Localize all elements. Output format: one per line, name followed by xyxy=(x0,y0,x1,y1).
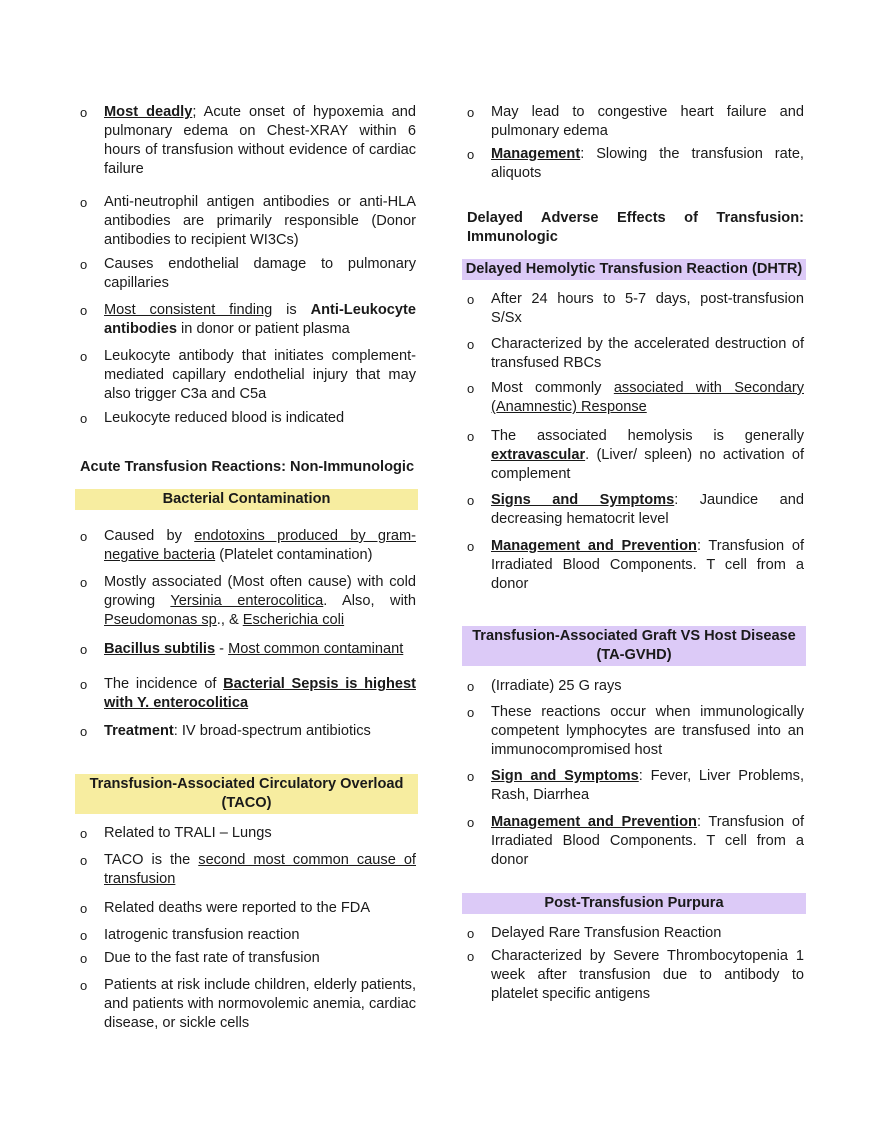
list-item xyxy=(80,301,416,339)
text: in donor or patient plasma xyxy=(176,321,350,337)
emphasized-text: Management xyxy=(491,146,581,162)
text: : xyxy=(281,459,291,475)
list-item xyxy=(80,409,416,428)
list-item xyxy=(80,347,416,404)
list-item xyxy=(80,824,416,843)
list-item xyxy=(467,677,804,696)
emphasized-text: extravascular xyxy=(491,447,586,463)
emphasized-text: Bacterial Sepsis is highest with Y. enterocolitica xyxy=(104,676,416,711)
emphasized-text: Most common contaminant xyxy=(228,641,404,657)
emphasized-text: second most common cause of transfusion xyxy=(104,852,416,887)
emphasized-text: Sign and Symptoms xyxy=(491,768,639,784)
list-item xyxy=(80,949,416,968)
text: - xyxy=(215,641,229,657)
list-item xyxy=(467,290,804,328)
text: Related to TRALI – Lungs xyxy=(104,825,272,841)
bacterial-contamination-title: Bacterial Contamination xyxy=(75,489,418,510)
text: Leukocyte antibody that initiates complement-mediated capillary endothelial injury that may also trigger C3a and C5a xyxy=(104,348,416,402)
text: : Transfusion of Irradiated Blood Components. T cell from a donor xyxy=(491,814,804,868)
text: Characterized by Severe Thrombocytopenia 1 week after transfusion due to antibody to platelet specific antigens xyxy=(491,948,804,1002)
text: Caused by xyxy=(104,528,195,544)
list-item xyxy=(467,491,804,529)
text: ; Acute onset of hypoxemia and pulmonary edema on Chest-XRAY within 6 hours of transfusion without evidence of cardiac failure xyxy=(104,104,416,177)
list-item xyxy=(80,527,416,565)
emphasized-text: Treatment xyxy=(104,723,174,739)
list-item xyxy=(467,335,804,373)
list-item xyxy=(80,640,416,659)
text: After 24 hours to 5-7 days, post-transfusion S/Sx xyxy=(491,291,804,326)
list-item xyxy=(80,103,416,179)
emphasized-text: Signs and Symptoms xyxy=(491,492,675,508)
text: Anti-neutrophil antigen antibodies or anti-HLA antibodies are primarily responsible (Donor antibodies to recipient WI3Cs) xyxy=(104,194,416,248)
text: Characterized by the accelerated destruction of transfused RBCs xyxy=(491,336,804,371)
text: : Slowing the transfusion rate, aliquots xyxy=(491,146,804,181)
section-heading xyxy=(467,209,804,247)
emphasized-text: Escherichia coli xyxy=(242,612,345,628)
list-item xyxy=(80,851,416,889)
text: : Transfusion of Irradiated Blood Components. T cell from a donor xyxy=(491,538,804,592)
list-item xyxy=(467,379,804,417)
list-item xyxy=(467,145,804,183)
text: Patients at risk include children, elderly patients, and patients with normovolemic anemia, cardiac disease, or sickle cells xyxy=(104,977,416,1031)
section-heading xyxy=(80,458,416,477)
emphasized-text: Management and Prevention xyxy=(491,814,697,830)
list-item xyxy=(467,813,804,870)
text: Leukocyte reduced blood is indicated xyxy=(104,410,345,426)
emphasized-text: Non-Immunologic xyxy=(290,459,415,475)
list-item xyxy=(467,103,804,141)
emphasized-text: Pseudomonas sp xyxy=(104,612,217,628)
ta-gvhd-title: Transfusion-Associated Graft VS Host Disease (TA-GVHD) xyxy=(462,626,806,666)
text: : Fever, Liver Problems, Rash, Diarrhea xyxy=(491,768,804,803)
emphasized-text: endotoxins produced by gram-negative bacteria xyxy=(104,528,416,563)
text: Most commonly xyxy=(491,380,614,396)
text: (Irradiate) 25 G rays xyxy=(491,678,622,694)
list-item xyxy=(80,926,416,945)
list-item xyxy=(467,537,804,594)
list-item xyxy=(467,427,804,484)
text: (Platelet contamination) xyxy=(215,547,373,563)
list-item xyxy=(467,947,804,1004)
list-item xyxy=(80,675,416,713)
text: Causes endothelial damage to pulmonary capillaries xyxy=(104,256,416,291)
text: The associated hemolysis is generally xyxy=(491,428,804,444)
emphasized-text: Management and Prevention xyxy=(491,538,697,554)
text: : IV broad-spectrum antibiotics xyxy=(173,723,371,739)
text: Related deaths were reported to the FDA xyxy=(104,900,371,916)
list-item xyxy=(80,899,416,918)
text: These reactions occur when immunologically competent lymphocytes are transfused into an immunocompromised host xyxy=(491,704,804,758)
list-item xyxy=(80,722,416,741)
emphasized-text: Most consistent finding xyxy=(104,302,273,318)
text: Mostly associated (Most often cause) with cold growing xyxy=(104,574,416,609)
emphasized-text: Delayed Adverse Effects of Transfusion: Immunologic xyxy=(467,210,804,245)
text: TACO is the xyxy=(104,852,199,868)
text: Iatrogenic transfusion reaction xyxy=(104,927,300,943)
list-item xyxy=(467,924,804,943)
text: Due to the fast rate of transfusion xyxy=(104,950,320,966)
list-item xyxy=(80,573,416,630)
list-item xyxy=(467,767,804,805)
text: May lead to congestive heart failure and pulmonary edema xyxy=(491,104,804,139)
list-item xyxy=(80,193,416,250)
text: Delayed Rare Transfusion Reaction xyxy=(491,925,722,941)
list-item xyxy=(80,976,416,1033)
text: is xyxy=(272,302,311,318)
text: . (Liver/ spleen) no activation of complement xyxy=(491,447,804,482)
emphasized-text: Bacillus subtilis xyxy=(104,641,216,657)
text: ., & xyxy=(216,612,243,628)
emphasized-text: Acute Transfusion Reactions xyxy=(80,459,282,475)
emphasized-text: Anti-Leukocyte antibodies xyxy=(104,302,416,337)
list-item xyxy=(80,255,416,293)
emphasized-text: Most deadly xyxy=(104,104,193,120)
text: : Jaundice and decreasing hematocrit level xyxy=(491,492,804,527)
emphasized-text: Yersinia enterocolitica xyxy=(170,593,324,609)
taco-title: Transfusion-Associated Circulatory Overload (TACO) xyxy=(75,774,418,814)
text: The incidence of xyxy=(104,676,224,692)
post-transfusion-purpura-title: Post-Transfusion Purpura xyxy=(462,893,806,914)
dhtr-title: Delayed Hemolytic Transfusion Reaction (DHTR) xyxy=(462,259,806,280)
emphasized-text: associated with Secondary (Anamnestic) Response xyxy=(491,380,804,415)
list-item xyxy=(467,703,804,760)
text: . Also, with xyxy=(323,593,416,609)
